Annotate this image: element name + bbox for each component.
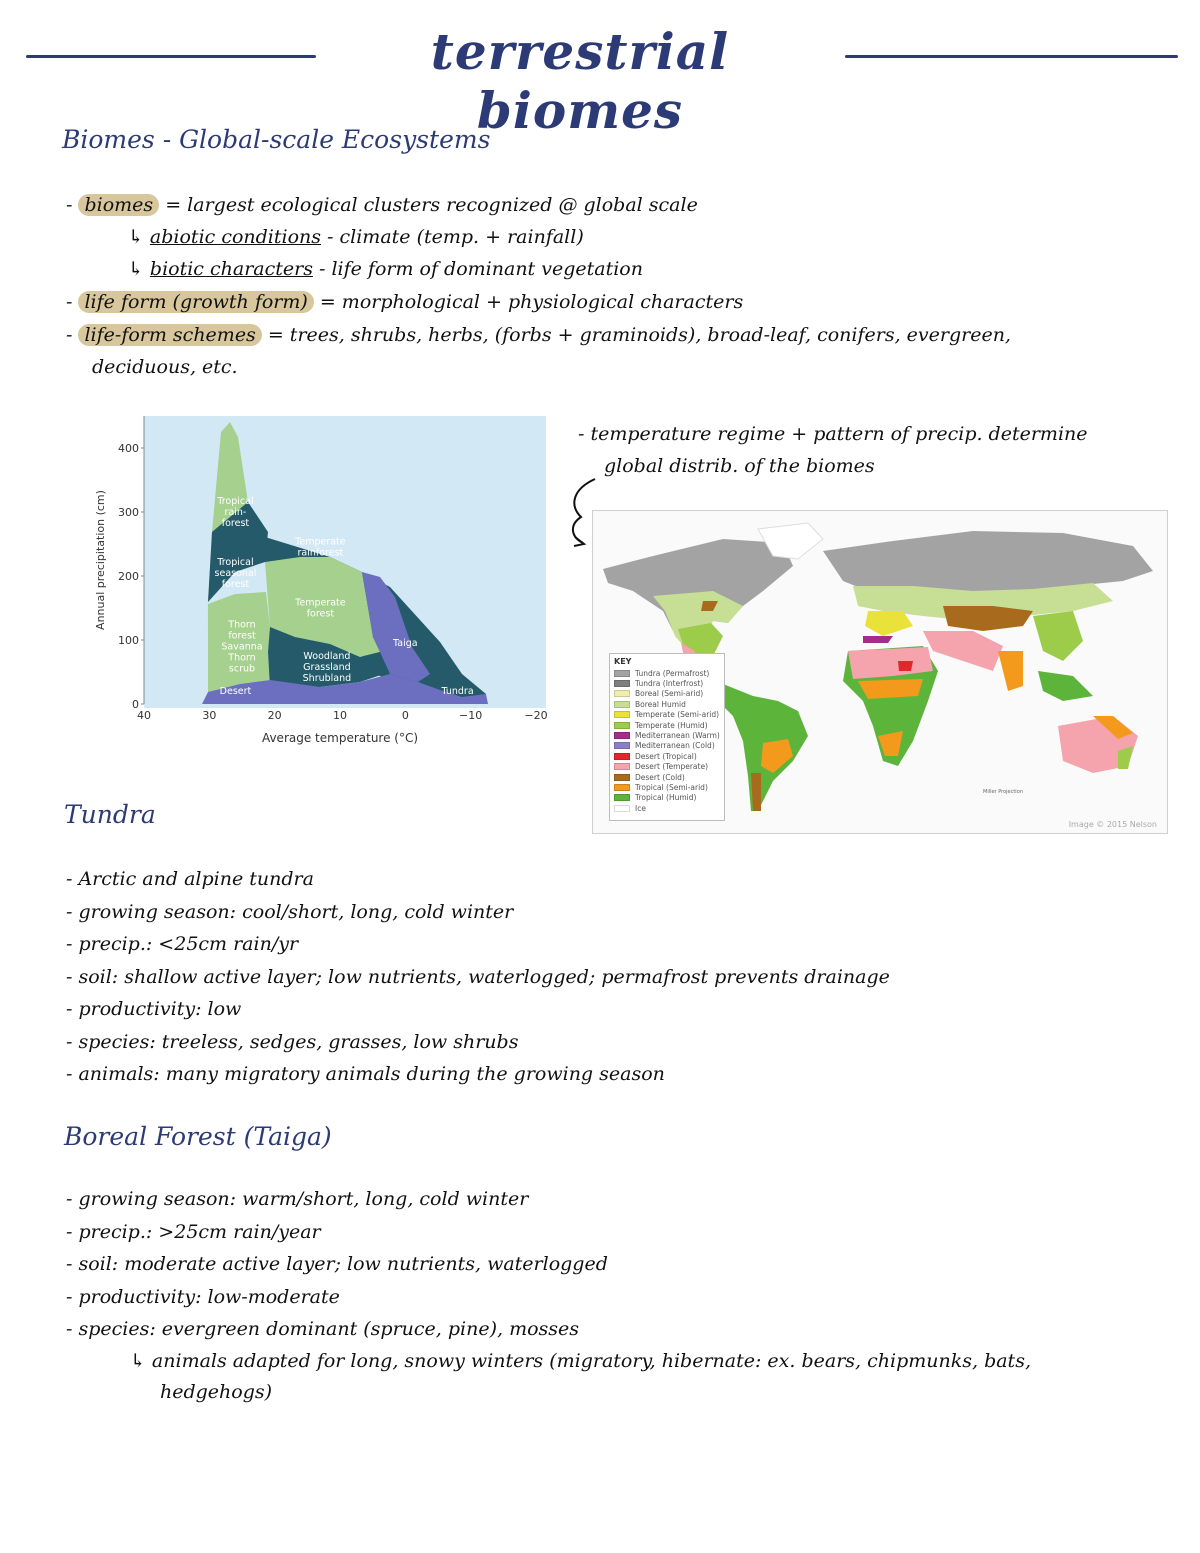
note-line: - precip.: <25cm rain/yr: [66, 933, 299, 955]
y-tick-label: 300: [118, 506, 139, 519]
region-label: Tropical: [217, 556, 254, 568]
legend-swatch: [614, 742, 630, 749]
note-line-deciduous: deciduous, etc.: [92, 356, 238, 378]
region-label: seasonal: [214, 567, 257, 579]
x-axis-label: Average temperature (°C): [261, 731, 419, 745]
x-tick-label: 40: [137, 709, 151, 722]
land-europe-temperate: [865, 611, 913, 636]
land-south-america-semiarid: [761, 739, 793, 773]
legend-swatch: [614, 753, 630, 760]
x-ticks: [137, 709, 548, 722]
legend-item: [614, 730, 720, 740]
map-legend: [609, 653, 725, 821]
title-rule-left: [26, 55, 316, 58]
legend-label: Tropical (Semi-arid): [635, 782, 708, 792]
legend-item: [614, 803, 720, 813]
legend-item: [614, 751, 720, 761]
legend-swatch: [614, 670, 630, 677]
note-text: = trees, shrubs, herbs, (forbs + graminoids), broad-leaf, conifers, evergreen,: [261, 324, 1011, 346]
map-credit: Image © 2015 Nelson: [1068, 820, 1157, 829]
y-tick-label: 100: [118, 634, 139, 647]
x-tick-label: 0: [401, 709, 409, 722]
note-line-boreal-animals: [130, 1350, 1031, 1372]
legend-swatch: [614, 701, 630, 708]
legend-label: Temperate (Semi-arid): [635, 710, 720, 720]
land-asia-cold-desert: [943, 606, 1033, 631]
title-rule-right: [845, 55, 1178, 58]
land-mediterranean: [863, 636, 893, 643]
region-label: Savanna: [221, 641, 263, 653]
region-label: forest: [221, 518, 250, 529]
underlined-term: biotic characters: [149, 258, 313, 280]
legend-label: Desert (Cold): [635, 772, 685, 782]
x-tick-label: 30: [202, 709, 217, 722]
land-india: [998, 651, 1023, 691]
note-line-abiotic: [128, 226, 584, 248]
sub-arrow-icon: ↳: [130, 1350, 146, 1372]
region-label: Thorn: [228, 652, 256, 664]
legend-title: KEY: [614, 657, 632, 666]
land-sahel: [858, 679, 923, 699]
note-line-life-form-schemes: - life-form schemes = trees, shrubs, herbs, (forbs + graminoids), broad-leaf, conifers, evergreen,: [66, 324, 1011, 346]
legend-label: Tundra (Permafrost): [635, 668, 710, 678]
legend-label: Ice: [635, 803, 646, 813]
x-tick-label: −10: [459, 709, 483, 722]
highlight-term: biomes: [78, 194, 159, 216]
note-line: - productivity: low: [66, 998, 242, 1020]
world-biome-map: [592, 510, 1168, 834]
map-scale-label: Miller Projection: [983, 789, 1023, 795]
note-line-boreal-hedgehogs: hedgehogs): [160, 1381, 273, 1403]
side-note-line2: global distrib. of the biomes: [604, 455, 875, 477]
legend-item: [614, 762, 720, 772]
note-line: - growing season: cool/short, long, cold winter: [66, 900, 514, 923]
note-text: - life form of dominant vegetation: [312, 258, 643, 280]
note-text: animals adapted for long, snowy winters (migratory, hibernate: ex. bears, chipmunks, bats,: [151, 1350, 1031, 1372]
note-line: - productivity: low-moderate: [66, 1285, 340, 1308]
note-line-life-form: - life form (growth form) = morphological + physiological characters: [66, 291, 744, 313]
legend-swatch: [614, 763, 630, 770]
legend-swatch: [614, 711, 630, 718]
note-line: - animals: many migratory animals during the growing season: [66, 1063, 665, 1085]
note-line: - species: treeless, sedges, grasses, low shrubs: [66, 1030, 519, 1053]
legend-swatch: [614, 680, 630, 687]
underlined-term: abiotic conditions: [149, 226, 322, 248]
legend-swatch: [614, 722, 630, 729]
sub-arrow-icon: ↳: [128, 258, 144, 280]
land-southeast-asia: [1038, 671, 1093, 701]
legend-label: Mediterranean (Cold): [635, 741, 715, 751]
legend-item: [614, 710, 720, 720]
note-text: - climate (temp. + rainfall): [321, 226, 584, 248]
legend-label: Desert (Temperate): [635, 762, 709, 772]
legend-swatch: [614, 784, 630, 791]
legend-label: Mediterranean (Warm): [635, 731, 720, 741]
legend-swatch: [614, 690, 630, 697]
section-heading-biomes: Biomes - Global-scale Ecosystems: [62, 125, 491, 154]
legend-item: [614, 689, 720, 699]
legend-swatch: [614, 732, 630, 739]
highlight-term: life form (growth form): [78, 291, 313, 313]
y-tick-label: 400: [118, 442, 139, 455]
region-label: Tropical: [217, 496, 254, 507]
legend-label: Desert (Tropical): [635, 751, 697, 761]
x-tick-label: 20: [267, 709, 282, 722]
region-label: Shrubland: [302, 672, 352, 684]
note-line: - soil: shallow active layer; low nutrients, waterlogged; permafrost prevents drainage: [66, 965, 890, 988]
sub-arrow-icon: ↳: [128, 226, 144, 248]
legend-items: [614, 668, 720, 813]
legend-item: [614, 668, 720, 678]
region-label: forest: [228, 630, 256, 642]
note-text: = morphological + physiological characters: [313, 291, 744, 313]
legend-item: [614, 741, 720, 751]
region-label: rain-: [224, 507, 247, 518]
note-line-biomes: - biomes = largest ecological clusters recognized @ global scale: [66, 194, 698, 216]
land-middle-east-desert: [923, 631, 1003, 671]
section-heading-tundra: Tundra: [64, 800, 156, 829]
legend-item: [614, 772, 720, 782]
legend-swatch: [614, 794, 630, 801]
region-label: Temperate: [295, 536, 346, 548]
region-label: Grassland: [303, 661, 351, 673]
region-label: scrub: [228, 663, 256, 675]
note-line: - Arctic and alpine tundra: [66, 868, 314, 890]
note-line-biotic: [128, 258, 643, 280]
highlight-term: life-form schemes: [78, 324, 261, 346]
legend-swatch: [614, 774, 630, 781]
legend-label: Boreal (Semi-arid): [635, 689, 704, 699]
legend-label: Tundra (Interfrost): [635, 679, 704, 689]
page-title: terrestrial biomes: [430, 22, 730, 140]
x-tick-label: 10: [333, 709, 347, 722]
region-label: Temperate: [295, 597, 346, 609]
note-text: = largest ecological clusters recognized @ global scale: [159, 194, 698, 216]
y-tick-label: 0: [132, 698, 139, 711]
note-line: - species: evergreen dominant (spruce, pine), mosses: [66, 1318, 580, 1340]
note-line: - soil: moderate active layer; low nutrients, waterlogged: [66, 1253, 608, 1275]
region-label: Woodland: [303, 650, 351, 662]
region-label: Taiga: [393, 638, 418, 650]
y-tick-label: 200: [118, 570, 139, 583]
legend-label: Boreal Humid: [635, 699, 686, 709]
legend-label: Temperate (Humid): [635, 720, 708, 730]
land-africa-tropical-desert: [898, 661, 913, 671]
legend-swatch: [614, 805, 630, 812]
region-label: forest: [306, 608, 335, 620]
whittaker-biome-chart: [90, 412, 550, 752]
note-line: - precip.: >25cm rain/year: [66, 1220, 321, 1243]
region-label: Tundra: [441, 686, 474, 698]
y-ticks: [118, 442, 144, 711]
y-axis-label: Annual precipitation (cm): [94, 490, 107, 630]
legend-item: [614, 793, 720, 803]
land-east-asia: [1033, 611, 1083, 661]
legend-item: [614, 678, 720, 688]
note-line: - growing season: warm/short, long, cold winter: [66, 1188, 529, 1210]
chart-svg: [90, 412, 550, 752]
region-label: rainforest: [297, 547, 344, 559]
x-tick-label: −20: [524, 709, 548, 722]
region-label: Thorn: [228, 619, 256, 631]
legend-item: [614, 699, 720, 709]
legend-item: [614, 720, 720, 730]
region-label: forest: [221, 578, 250, 590]
region-label: Desert: [219, 686, 252, 698]
side-note-line1: - temperature regime + pattern of precip. determine: [578, 423, 1088, 445]
legend-item: [614, 782, 720, 792]
legend-label: Tropical (Humid): [635, 793, 697, 803]
section-heading-boreal: Boreal Forest (Taiga): [64, 1122, 332, 1151]
